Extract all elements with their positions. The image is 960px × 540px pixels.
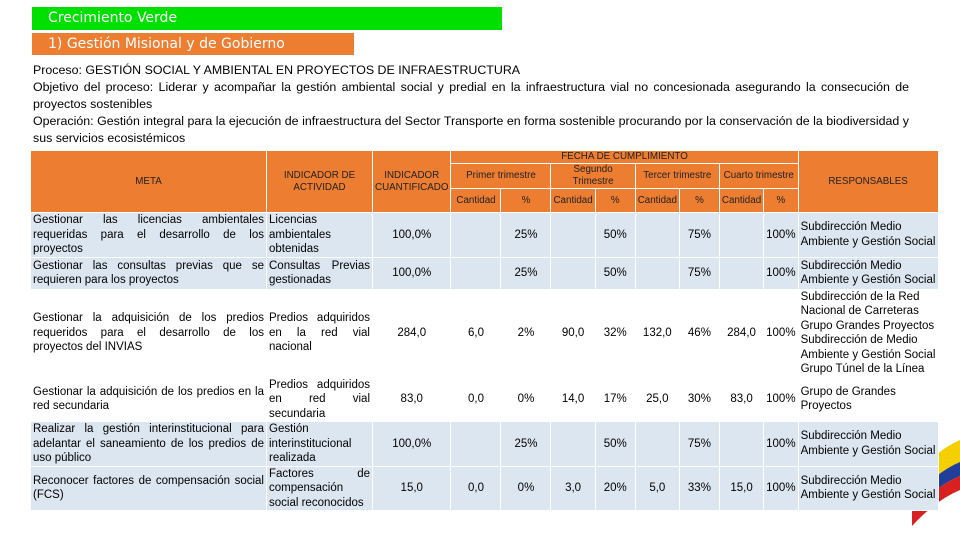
header-indicador-cuantificado: INDICADOR CUANTIFICADO bbox=[373, 151, 451, 213]
header-meta: META bbox=[31, 151, 267, 213]
header-q3-pct: % bbox=[679, 189, 719, 213]
row-meta: Gestionar las consultas previas que se requieren para los proyectos bbox=[31, 257, 267, 289]
objetivo-line bbox=[33, 79, 909, 113]
header-q1-cantidad: Cantidad bbox=[451, 189, 501, 213]
objetivo-text: Liderar y acompañar la gestión ambiental social y predial en la infraestructura vial no concesionada asegurando la consecución de proyectos sostenibles bbox=[33, 80, 909, 111]
row-q1-pct: 25% bbox=[501, 257, 551, 289]
row-q3-pct: 75% bbox=[679, 213, 719, 258]
row-q2-cantidad bbox=[551, 422, 595, 467]
row-q4-cantidad bbox=[719, 422, 763, 467]
row-responsables: Subdirección de la Red Nacional de Carreteras Grupo Grandes Proyectos Subdirección de Medio Ambiente y Gestión Social Grupo Túnel de la Línea bbox=[798, 289, 938, 377]
row-responsables: Subdirección Medio Ambiente y Gestión Social bbox=[798, 422, 938, 467]
row-q4-cantidad: 284,0 bbox=[719, 289, 763, 377]
row-cuantificado: 100,0% bbox=[373, 422, 451, 467]
row-q2-pct: 17% bbox=[595, 377, 635, 422]
header-q4-pct: % bbox=[764, 189, 798, 213]
section-banner bbox=[32, 7, 502, 30]
objetivo-label: Objetivo del proceso: bbox=[33, 80, 154, 94]
row-q2-cantidad bbox=[551, 257, 595, 289]
row-q2-pct: 50% bbox=[595, 213, 635, 258]
row-q4-pct: 100% bbox=[764, 466, 798, 511]
row-q3-pct: 75% bbox=[679, 257, 719, 289]
row-q3-cantidad bbox=[635, 213, 679, 258]
row-q3-pct: 30% bbox=[679, 377, 719, 422]
row-cuantificado: 100,0% bbox=[373, 257, 451, 289]
row-q1-pct: 0% bbox=[501, 466, 551, 511]
row-q3-cantidad: 5,0 bbox=[635, 466, 679, 511]
operacion-label: Operación: bbox=[33, 114, 94, 128]
header-primer: Primer trimestre bbox=[451, 164, 551, 189]
row-q1-cantidad bbox=[451, 213, 501, 258]
table-row bbox=[31, 289, 939, 377]
table-row bbox=[31, 422, 939, 467]
row-q3-pct: 46% bbox=[679, 289, 719, 377]
row-q2-cantidad: 90,0 bbox=[551, 289, 595, 377]
row-responsables: Subdirección Medio Ambiente y Gestión Social bbox=[798, 466, 938, 511]
row-q3-cantidad: 25,0 bbox=[635, 377, 679, 422]
header-q4-cantidad: Cantidad bbox=[719, 189, 763, 213]
row-meta: Realizar la gestión interinstitucional para adelantar el saneamiento de los predios de uso público bbox=[31, 422, 267, 467]
table-row bbox=[31, 377, 939, 422]
header-q2-cantidad: Cantidad bbox=[551, 189, 595, 213]
header-fecha: FECHA DE CUMPLIMIENTO bbox=[451, 151, 798, 164]
row-q3-cantidad bbox=[635, 422, 679, 467]
row-q2-cantidad bbox=[551, 213, 595, 258]
row-q4-pct: 100% bbox=[764, 257, 798, 289]
row-q3-cantidad: 132,0 bbox=[635, 289, 679, 377]
row-q1-cantidad: 0,0 bbox=[451, 466, 501, 511]
proceso-text: GESTIÓN SOCIAL Y AMBIENTAL EN PROYECTOS DE INFRAESTRUCTURA bbox=[85, 63, 521, 77]
row-q1-pct: 25% bbox=[501, 213, 551, 258]
header-cuarto: Cuarto trimestre bbox=[719, 164, 798, 189]
row-q1-cantidad: 0,0 bbox=[451, 377, 501, 422]
row-meta: Reconocer factores de compensación social (FCS) bbox=[31, 466, 267, 511]
subsection-title: 1) Gestión Misional y de Gobierno bbox=[48, 36, 285, 52]
header-tercer: Tercer trimestre bbox=[635, 164, 719, 189]
row-indicador: Predios adquiridos en red vial secundaria bbox=[267, 377, 373, 422]
header-q3-cantidad: Cantidad bbox=[635, 189, 679, 213]
proceso-label: Proceso: bbox=[33, 63, 82, 77]
row-cuantificado: 100,0% bbox=[373, 213, 451, 258]
row-q2-pct: 20% bbox=[595, 466, 635, 511]
proceso-line bbox=[33, 62, 909, 79]
row-q1-cantidad bbox=[451, 257, 501, 289]
row-q1-cantidad: 6,0 bbox=[451, 289, 501, 377]
row-q4-pct: 100% bbox=[764, 422, 798, 467]
row-q2-pct: 32% bbox=[595, 289, 635, 377]
row-responsables: Subdirección Medio Ambiente y Gestión Social bbox=[798, 213, 938, 258]
row-q1-pct: 25% bbox=[501, 422, 551, 467]
operacion-text: Gestión integral para la ejecución de infraestructura del Sector Transporte en forma sostenible procurando por la conservación de la biodiversidad y sus servicios ecosistémicos bbox=[33, 114, 909, 145]
row-indicador: Predios adquiridos en la red vial nacional bbox=[267, 289, 373, 377]
subsection-banner bbox=[32, 33, 354, 55]
row-indicador: Licencias ambientales obtenidas bbox=[267, 213, 373, 258]
row-meta: Gestionar la adquisición de los predios en la red secundaria bbox=[31, 377, 267, 422]
row-q3-pct: 75% bbox=[679, 422, 719, 467]
row-q4-pct: 100% bbox=[764, 213, 798, 258]
row-meta: Gestionar las licencias ambientales requeridas para el desarrollo de los proyectos bbox=[31, 213, 267, 258]
header-segundo: Segundo Trimestre bbox=[551, 164, 635, 189]
row-q4-cantidad: 15,0 bbox=[719, 466, 763, 511]
row-q1-cantidad bbox=[451, 422, 501, 467]
row-q2-pct: 50% bbox=[595, 257, 635, 289]
header-q1-pct: % bbox=[501, 189, 551, 213]
row-cuantificado: 284,0 bbox=[373, 289, 451, 377]
row-q2-cantidad: 14,0 bbox=[551, 377, 595, 422]
row-q1-pct: 2% bbox=[501, 289, 551, 377]
goals-table bbox=[30, 150, 939, 511]
row-cuantificado: 83,0 bbox=[373, 377, 451, 422]
row-q4-pct: 100% bbox=[764, 289, 798, 377]
row-meta: Gestionar la adquisición de los predios requeridos para el desarrollo de los proyectos del INVIAS bbox=[31, 289, 267, 377]
row-q4-cantidad: 83,0 bbox=[719, 377, 763, 422]
row-q4-cantidad bbox=[719, 213, 763, 258]
row-indicador: Gestión interinstitucional realizada bbox=[267, 422, 373, 467]
row-q4-cantidad bbox=[719, 257, 763, 289]
row-q3-cantidad bbox=[635, 257, 679, 289]
row-q3-pct: 33% bbox=[679, 466, 719, 511]
table-row bbox=[31, 213, 939, 258]
row-q2-cantidad: 3,0 bbox=[551, 466, 595, 511]
row-q1-pct: 0% bbox=[501, 377, 551, 422]
row-responsables: Subdirección Medio Ambiente y Gestión Social bbox=[798, 257, 938, 289]
row-q2-pct: 50% bbox=[595, 422, 635, 467]
table-row bbox=[31, 257, 939, 289]
row-indicador: Consultas Previas gestionadas bbox=[267, 257, 373, 289]
operacion-line bbox=[33, 113, 909, 147]
section-title: Crecimiento Verde bbox=[48, 10, 178, 26]
header-responsables: RESPONSABLES bbox=[798, 151, 938, 213]
row-q4-pct: 100% bbox=[764, 377, 798, 422]
row-responsables: Grupo de Grandes Proyectos bbox=[798, 377, 938, 422]
process-description bbox=[33, 62, 909, 147]
row-indicador: Factores de compensación social reconocidos bbox=[267, 466, 373, 511]
header-indicador-actividad: INDICADOR DE ACTIVIDAD bbox=[267, 151, 373, 213]
row-cuantificado: 15,0 bbox=[373, 466, 451, 511]
table-row bbox=[31, 466, 939, 511]
header-q2-pct: % bbox=[595, 189, 635, 213]
